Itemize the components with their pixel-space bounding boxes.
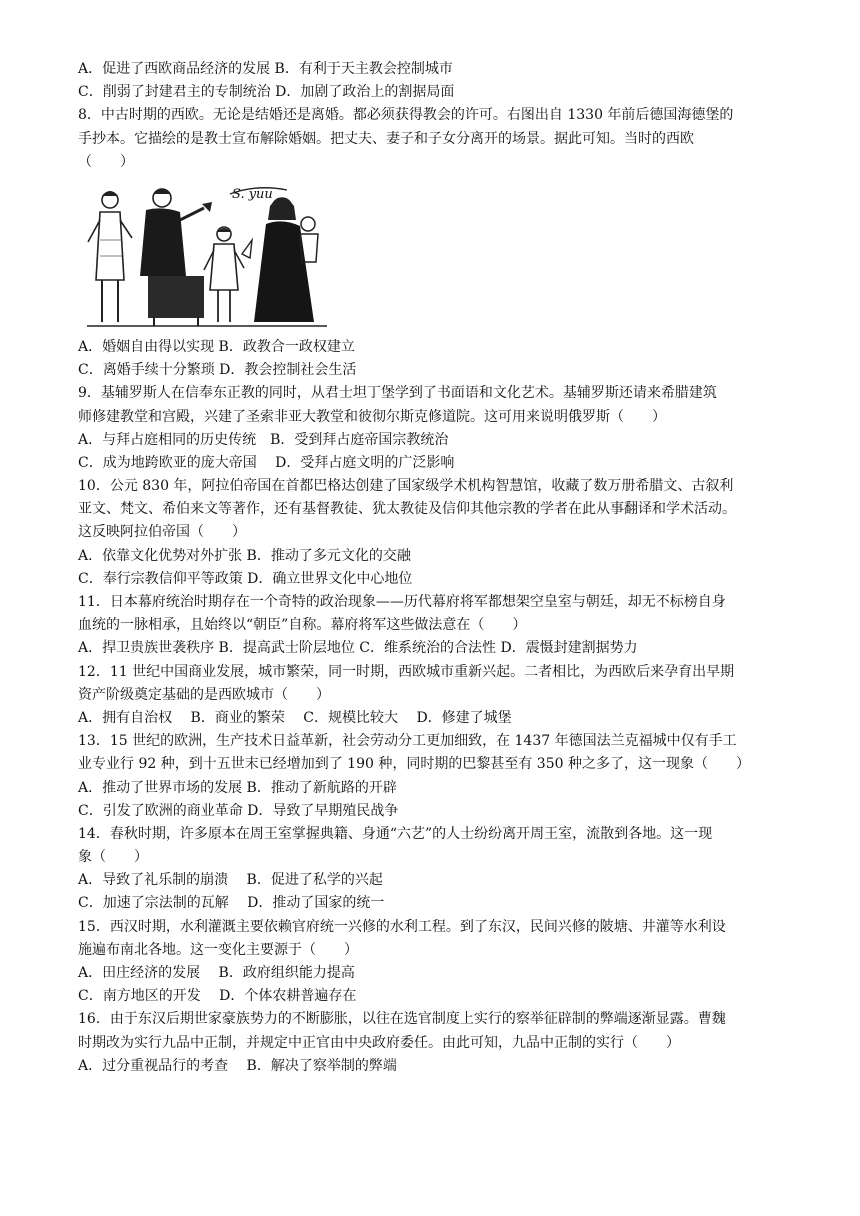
question-text-line: （ ） <box>78 153 134 170</box>
manuscript-illustration-icon <box>82 180 332 332</box>
question-text-line: A．拥有自治权 B．商业的繁荣 C．规模比较大 D．修建了城堡 <box>78 709 512 726</box>
question-text-line: 13．15 世纪的欧洲，生产技术日益革新，社会劳动分工更加细致，在 1437 年德国法兰克福城中仅有手工 <box>78 733 737 750</box>
question-text-line: 师修建教堂和宫殿，兴建了圣索非亚大教堂和彼彻尔斯克修道院。这可用来说明俄罗斯（ ） <box>78 408 666 425</box>
question-text-line: 亚文、梵文、希伯来文等著作，还有基督教徒、犹太教徒及信仰其他宗教的学者在此从事翻译和学术活动。 <box>78 501 736 518</box>
question-text-line: C．削弱了封建君主的专制统治 D．加剧了政治上的割据局面 <box>78 84 455 101</box>
question-text-line: 象（ ） <box>78 849 148 866</box>
question-text-line: C．引发了欧洲的商业革命 D．导致了早期殖民战争 <box>78 802 399 819</box>
question-text-line: 这反映阿拉伯帝国（ ） <box>78 524 246 541</box>
question-text-line: 12．11 世纪中国商业发展，城市繁荣，同一时期，西欧城市重新兴起。二者相比，为西欧后来孕育出早期 <box>78 663 735 680</box>
question-text-line: 16．由于东汉后期世家豪族势力的不断膨胀，以往在选官制度上实行的察举征辟制的弊端逐渐显露。曹魏 <box>78 1011 726 1028</box>
question-text-line: A．促进了西欧商品经济的发展 B．有利于天主教会控制城市 <box>78 61 453 77</box>
question-text-line: A．田庄经济的发展 B．政府组织能力提高 <box>78 965 355 981</box>
question-text-line: 8．中古时期的西欧。无论是结婚还是离婚。都必须获得教会的许可。右图出自 1330 年前后德国海德堡的 <box>78 107 734 124</box>
text-block-before-figure <box>78 58 788 174</box>
question-text-line: A．推动了世界市场的发展 B．推动了新航路的开辟 <box>78 779 397 796</box>
question-text-line: 11．日本幕府统治时期存在一个奇特的政治现象——历代幕府将军都想架空皇室与朝廷，却无不标榜自身 <box>78 594 726 610</box>
question-text-line: A．过分重视品行的考查 B．解决了察举制的弊端 <box>78 1057 397 1074</box>
question-text-line: A．婚姻自由得以实现 B．政教合一政权建立 <box>78 338 355 355</box>
question-text-line: A．导致了礼乐制的崩溃 B．促进了私学的兴起 <box>78 872 383 889</box>
question-text-line: 15．西汉时期，水利灌溉主要依赖官府统一兴修的水利工程。到了东汉，民间兴修的陂塘、井灌等水利设 <box>78 918 726 935</box>
question-text-line: 施遍布南北各地。这一变化主要源于（ ） <box>78 941 358 958</box>
figure-inscription: S. yuu <box>232 186 273 202</box>
question-text-line: C．离婚手续十分繁琐 D．教会控制社会生活 <box>78 362 357 379</box>
question-text-line: C．成为地跨欧亚的庞大帝国 D．受拜占庭文明的广泛影响 <box>78 454 455 471</box>
question-text-line: 手抄本。它描绘的是教士宣布解除婚姻。把丈夫、妻子和子女分离开的场景。据此可知。当时的西欧 <box>78 130 694 147</box>
question-text-line: A．依靠文化优势对外扩张 B．推动了多元文化的交融 <box>78 547 411 564</box>
question-text-line: A．与拜占庭相同的历史传统 B．受到拜占庭帝国宗教统治 <box>78 431 449 448</box>
question-text-line: 14．春秋时期，许多原本在周王室掌握典籍、身通“六艺”的人士纷纷离开周王室，流散到各地。这一现 <box>78 825 713 842</box>
exam-page <box>78 58 788 1078</box>
question-text-line: C．奉行宗教信仰平等政策 D．确立世界文化中心地位 <box>78 570 413 587</box>
question-text-line: 血统的一脉相承，且始终以“朝臣”自称。幕府将军这些做法意在（ ） <box>78 617 527 634</box>
manuscript-figure <box>82 180 332 332</box>
question-text-line: 10．公元 830 年，阿拉伯帝国在首都巴格达创建了国家级学术机构智慧馆，收藏了数万册希腊文、古叙利 <box>78 478 734 495</box>
question-text-line: 9．基辅罗斯人在信奉东正教的同时，从君士坦丁堡学到了书面语和文化艺术。基辅罗斯还请来希腊建筑 <box>78 385 717 402</box>
question-text-line: 资产阶级奠定基础的是西欧城市（ ） <box>78 686 330 703</box>
question-text-line: 业专业行 92 种，到十五世末已经增加到了 190 种，同时期的巴黎甚至有 350 种之多了，这一现象（ ） <box>78 756 750 773</box>
question-text-line: 时期改为实行九品中正制，并规定中正官由中央政府委任。由此可知，九品中正制的实行（ ） <box>78 1034 680 1051</box>
question-text-line: C．南方地区的开发 D．个体农耕普遍存在 <box>78 988 357 1005</box>
question-text-line: C．加速了宗法制的瓦解 D．推动了国家的统一 <box>78 895 385 912</box>
question-text-line: A．捍卫贵族世袭秩序 B．提高武士阶层地位 C．维系统治的合法性 D．震慑封建割据势力 <box>78 640 638 657</box>
text-block-after-figure <box>78 336 788 1078</box>
